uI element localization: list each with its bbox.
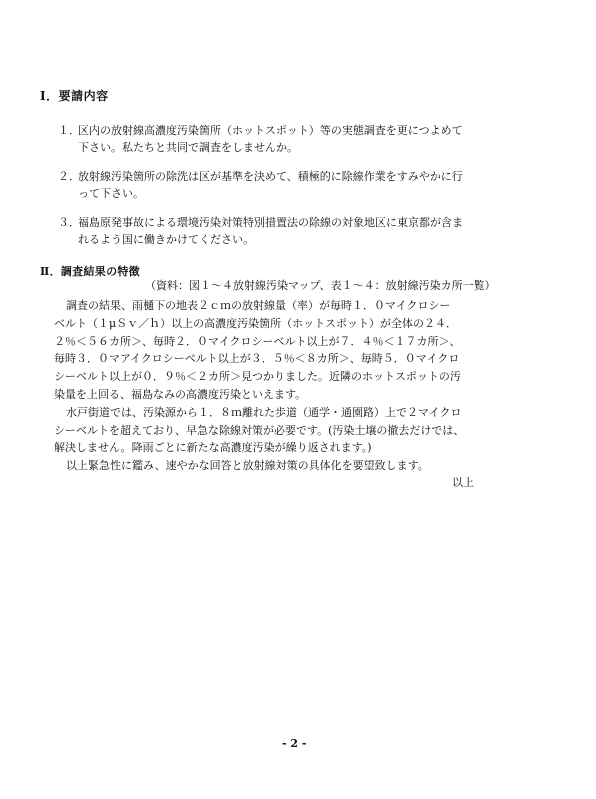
- paragraph-line: 水戸街道では、汚染源から１．８ｍ離れた歩道（通学・通園路）上で２マイクロ: [66, 405, 462, 419]
- item-text-line: って下さい。: [78, 187, 144, 200]
- item-text-line: 下さい。私たちと共同で調査をしませんか。: [78, 141, 298, 154]
- paragraph-line: シーベルトを超えており、早急な除線対策が必要です。(汚染土壌の撤去だけでは、: [54, 423, 465, 437]
- section-1-heading: Ⅰ．要請内容: [40, 89, 109, 103]
- paragraph-line: ２％＜５６カ所＞、毎時２．０マイクロシーベルト以上が７．４％＜１７カ所＞、: [54, 334, 461, 348]
- item-text-line: 福島原発事故による環境汚染対策特別措置法の除線の対象地区に東京都が含ま: [78, 216, 463, 229]
- item-text-line: 放射線汚染箇所の除洗は区が基準を決めて、積極的に除線作業をすみやかに行: [78, 170, 463, 183]
- item-text-line: れるよう国に働きかけてください。: [78, 233, 254, 246]
- paragraph-line: 調査の結果、雨樋下の地表２ｃｍの放射線量（率）が毎時１．０マイクロシー: [66, 299, 451, 312]
- paragraph-line: 毎時３．０マアイクロシーベルト以上が３．５％＜８カ所＞、毎時５．０マイクロ: [54, 352, 460, 366]
- item-number: ２．: [58, 170, 80, 183]
- item-number: １．: [58, 124, 80, 137]
- findings-paragraph: [54, 297, 465, 475]
- paragraph-line: 染量を上回る、福島なみの高濃度汚染といえます。: [54, 387, 307, 401]
- item-text-line: 区内の放射線高濃度汚染箇所（ホットスポット）等の実態調査を更につよめて: [78, 124, 463, 137]
- item-number: ３．: [58, 216, 80, 229]
- section-2-heading: Ⅱ．調査結果の特徴: [40, 265, 140, 278]
- closing-text: 以上: [452, 476, 474, 489]
- paragraph-line: 解決しません。降雨ごとに新たな高濃度汚染が繰り返されます。): [54, 441, 372, 455]
- paragraph-line: ベルト（１μＳｖ／ｈ）以上の高濃度汚染箇所（ホットスポット）が全体の２４．: [54, 316, 458, 330]
- paragraph-line: シーベルト以上が０．９％＜２カ所＞見つかりました。近隣のホットスポットの汚: [54, 370, 461, 384]
- source-reference: （資料：図１～４放射線汚染マップ、表１～４：放射線汚染カ所一覧）: [145, 279, 496, 292]
- page-number: - 2 -: [282, 737, 307, 750]
- paragraph-line: 以上緊急性に鑑み、速やかな回答と放射線対策の具体化を要望致します。: [66, 459, 429, 473]
